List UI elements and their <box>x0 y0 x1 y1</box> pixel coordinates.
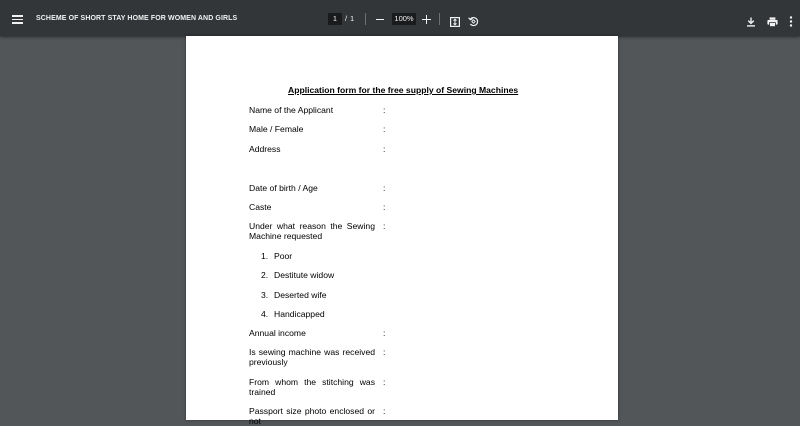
pdf-toolbar <box>0 0 800 36</box>
field-colon: : <box>383 377 386 387</box>
zoom-level-input[interactable]: 100% <box>392 13 416 25</box>
field-label-applicant-name: Name of the Applicant <box>249 105 334 115</box>
reason-option-number: 2. <box>261 270 269 280</box>
field-colon: : <box>383 328 386 338</box>
field-colon: : <box>383 124 386 134</box>
rotate-icon[interactable] <box>468 14 479 25</box>
field-colon: : <box>383 183 386 193</box>
download-icon[interactable] <box>746 14 756 24</box>
zoom-out-icon[interactable] <box>376 19 384 20</box>
fit-to-page-icon[interactable] <box>450 14 460 24</box>
field-label-stitching-trainer: From whom the stitching was trained <box>249 377 375 397</box>
menu-icon[interactable] <box>12 15 23 24</box>
page-total: 1 <box>350 14 355 23</box>
field-label-gender: Male / Female <box>249 124 304 134</box>
field-label-photo-enclosed: Passport size photo enclosed or not <box>249 406 375 426</box>
print-icon[interactable] <box>767 14 778 24</box>
reason-option-destitute-widow: Destitute widow <box>274 270 335 280</box>
zoom-in-icon[interactable] <box>422 15 431 24</box>
field-label-reason: Under what reason the Sewing Machine requested <box>249 221 375 241</box>
reason-option-number: 3. <box>261 290 269 300</box>
page-number-input[interactable]: 1 <box>328 13 342 25</box>
field-label-address: Address <box>249 144 281 154</box>
page-separator: / <box>345 14 348 23</box>
reason-option-number: 4. <box>261 309 269 319</box>
field-colon: : <box>383 105 386 115</box>
toolbar-divider <box>439 13 440 25</box>
reason-option-deserted-wife: Deserted wife <box>274 290 327 300</box>
field-colon: : <box>383 347 386 357</box>
field-colon: : <box>383 406 386 416</box>
field-colon: : <box>383 144 386 154</box>
reason-option-number: 1. <box>261 251 269 261</box>
document-title: SCHEME OF SHORT STAY HOME FOR WOMEN AND GIRLS <box>36 15 238 22</box>
field-label-previous-machine: Is sewing machine was received previously <box>249 347 375 367</box>
field-label-caste: Caste <box>249 202 272 212</box>
pdf-page <box>186 36 618 426</box>
field-colon: : <box>383 221 386 231</box>
toolbar-divider <box>365 13 366 25</box>
reason-option-handicapped: Handicapped <box>274 309 325 319</box>
field-label-annual-income: Annual income <box>249 328 306 338</box>
more-options-icon[interactable] <box>788 14 794 25</box>
field-colon: : <box>383 202 386 212</box>
reason-option-poor: Poor <box>274 251 293 261</box>
form-title: Application form for the free supply of Sewing Machines <box>288 85 519 95</box>
field-label-dob-age: Date of birth / Age <box>249 183 318 193</box>
